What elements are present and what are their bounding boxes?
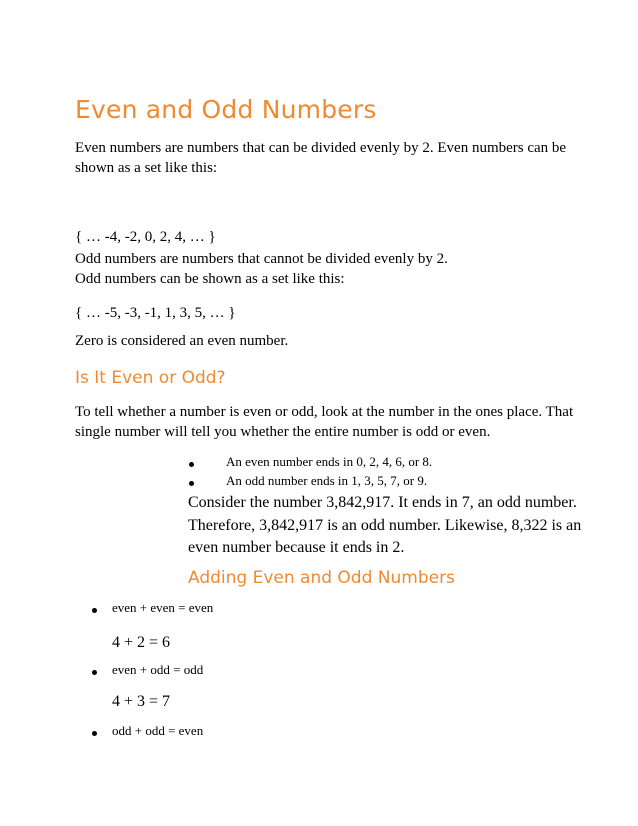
- odd-set: { … -5, -3, -1, 1, 3, 5, … }: [75, 305, 236, 321]
- section-heading-is-it-even-or-odd: Is It Even or Odd?: [75, 368, 226, 388]
- example-even-even: 4 + 2 = 6: [112, 634, 171, 651]
- bullet-icon: [189, 462, 194, 467]
- intro-line-1: Even numbers are numbers that can be divided evenly by 2. Even numbers can be: [75, 140, 567, 156]
- bullet-icon: [92, 608, 97, 613]
- bullet-item-even: An even number ends in 0, 2, 4, 6, or 8.: [226, 454, 433, 469]
- rule-even-even: even + even = even: [112, 600, 214, 615]
- bullet-icon: [92, 670, 97, 675]
- rule-odd-odd: odd + odd = even: [112, 723, 204, 738]
- bullet-icon: [189, 481, 194, 486]
- even-set: { … -4, -2, 0, 2, 4, … }: [75, 229, 216, 245]
- odd-definition-line-2: Odd numbers can be shown as a set like this:: [75, 271, 345, 287]
- odd-definition-line-1: Odd numbers are numbers that cannot be divided evenly by 2.: [75, 251, 448, 267]
- section1-para-line-1: To tell whether a number is even or odd, look at the number in the ones place. That: [75, 404, 574, 420]
- page-title: Even and Odd Numbers: [75, 95, 377, 124]
- bullet-icon: [92, 731, 97, 736]
- bullet-item-odd: An odd number ends in 1, 3, 5, 7, or 9.: [226, 473, 428, 488]
- example-even-odd: 4 + 3 = 7: [112, 693, 171, 710]
- example-line-1: Consider the number 3,842,917. It ends in 7, an odd number.: [188, 494, 577, 511]
- rule-even-odd: even + odd = odd: [112, 662, 204, 677]
- section1-para-line-2: single number will tell you whether the entire number is odd or even.: [75, 424, 491, 440]
- section-heading-adding-even-and-odd: Adding Even and Odd Numbers: [188, 568, 455, 588]
- intro-line-2: shown as a set like this:: [75, 160, 218, 176]
- zero-note: Zero is considered an even number.: [75, 333, 289, 349]
- example-line-3: even number because it ends in 2.: [188, 539, 405, 556]
- example-line-2: Therefore, 3,842,917 is an odd number. Likewise, 8,322 is an: [188, 517, 582, 534]
